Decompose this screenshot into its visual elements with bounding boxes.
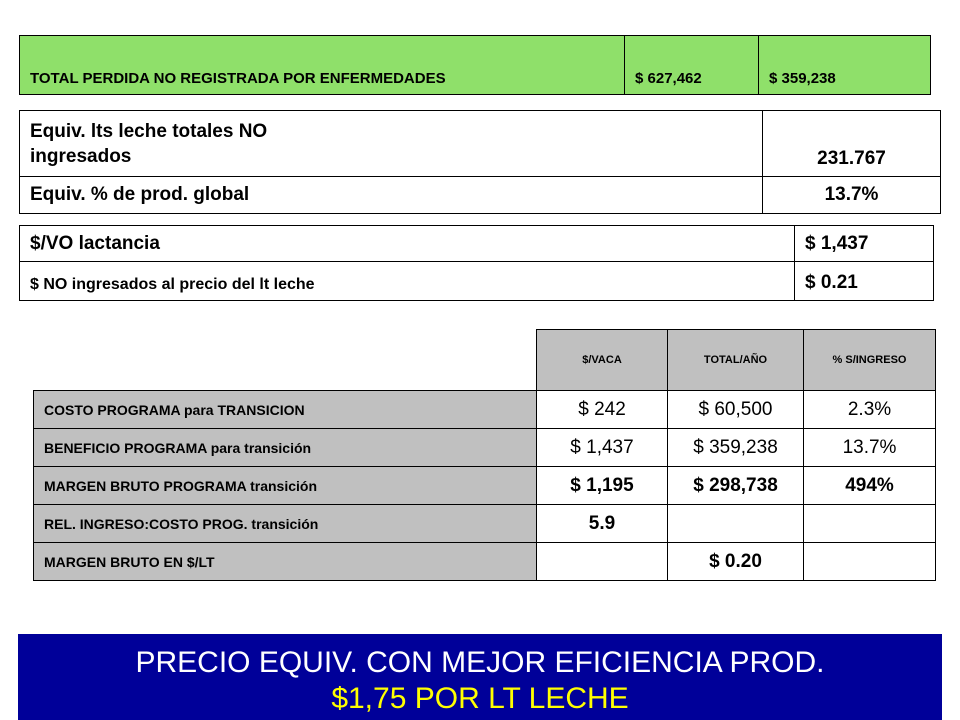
cell-costo-total: $ 60,500 [668, 391, 804, 429]
cell-beneficio-pct: 13.7% [804, 429, 936, 467]
cell-rel-ingreso-vaca: 5.9 [537, 505, 668, 543]
table-row [34, 429, 936, 467]
total-perdida-table [19, 35, 931, 95]
table-row [20, 177, 941, 214]
total-perdida-label: TOTAL PERDIDA NO REGISTRADA POR ENFERMEDADES [20, 36, 625, 95]
table-row [20, 262, 934, 301]
col-header-vaca: $/VACA [537, 330, 668, 391]
cell-beneficio-total: $ 359,238 [668, 429, 804, 467]
col-header-pct-ingreso: % S/INGRESO [804, 330, 936, 391]
equiv-lts-label-text: Equiv. lts leche totales NO ingresados [30, 120, 268, 167]
cell-costo-vaca: $ 242 [537, 391, 668, 429]
cell-costo-pct: 2.3% [804, 391, 936, 429]
table-row [34, 467, 936, 505]
equiv-pct-label: Equiv. % de prod. global [20, 177, 763, 214]
equiv-pct-value: 13.7% [763, 177, 941, 214]
cell-rel-ingreso-total [668, 505, 804, 543]
total-perdida-value-2: $ 359,238 [759, 36, 931, 95]
table-row [20, 111, 941, 177]
cell-margen-lt-pct [804, 543, 936, 581]
table-header-row [34, 330, 936, 391]
total-perdida-value-1: $ 627,462 [625, 36, 759, 95]
cell-margen-lt-vaca [537, 543, 668, 581]
no-ingresados-label: $ NO ingresados al precio del lt leche [20, 262, 795, 301]
programa-table [33, 329, 936, 581]
cell-beneficio-vaca: $ 1,437 [537, 429, 668, 467]
cell-rel-ingreso-pct [804, 505, 936, 543]
cell-margen-lt-total: $ 0.20 [668, 543, 804, 581]
cell-margen-vaca: $ 1,195 [537, 467, 668, 505]
banner-line-1: PRECIO EQUIV. CON MEJOR EFICIENCIA PROD. [135, 646, 825, 679]
table-row [34, 543, 936, 581]
col-header-total-ano: TOTAL/AÑO [668, 330, 804, 391]
vo-lactancia-label: $/VO lactancia [20, 226, 795, 262]
cell-margen-total: $ 298,738 [668, 467, 804, 505]
equiv-lts-label [20, 111, 763, 177]
table-row [34, 505, 936, 543]
row-label-rel-ingreso: REL. INGRESO:COSTO PROG. transición [34, 505, 537, 543]
cell-margen-pct: 494% [804, 467, 936, 505]
table-row [34, 391, 936, 429]
row-label-margen-lt: MARGEN BRUTO EN $/LT [34, 543, 537, 581]
row-label-costo: COSTO PROGRAMA para TRANSICION [34, 391, 537, 429]
table-row [20, 36, 931, 95]
row-label-margen: MARGEN BRUTO PROGRAMA transición [34, 467, 537, 505]
lactancia-table [19, 225, 934, 301]
vo-lactancia-value: $ 1,437 [795, 226, 934, 262]
precio-equiv-banner [18, 634, 942, 720]
equiv-leche-table [19, 110, 941, 214]
row-label-beneficio: BENEFICIO PROGRAMA para transición [34, 429, 537, 467]
table-row [20, 226, 934, 262]
equiv-lts-value: 231.767 [763, 111, 941, 177]
banner-line-2: $1,75 POR LT LECHE [331, 682, 629, 715]
header-spacer [34, 330, 537, 391]
no-ingresados-value: $ 0.21 [795, 262, 934, 301]
